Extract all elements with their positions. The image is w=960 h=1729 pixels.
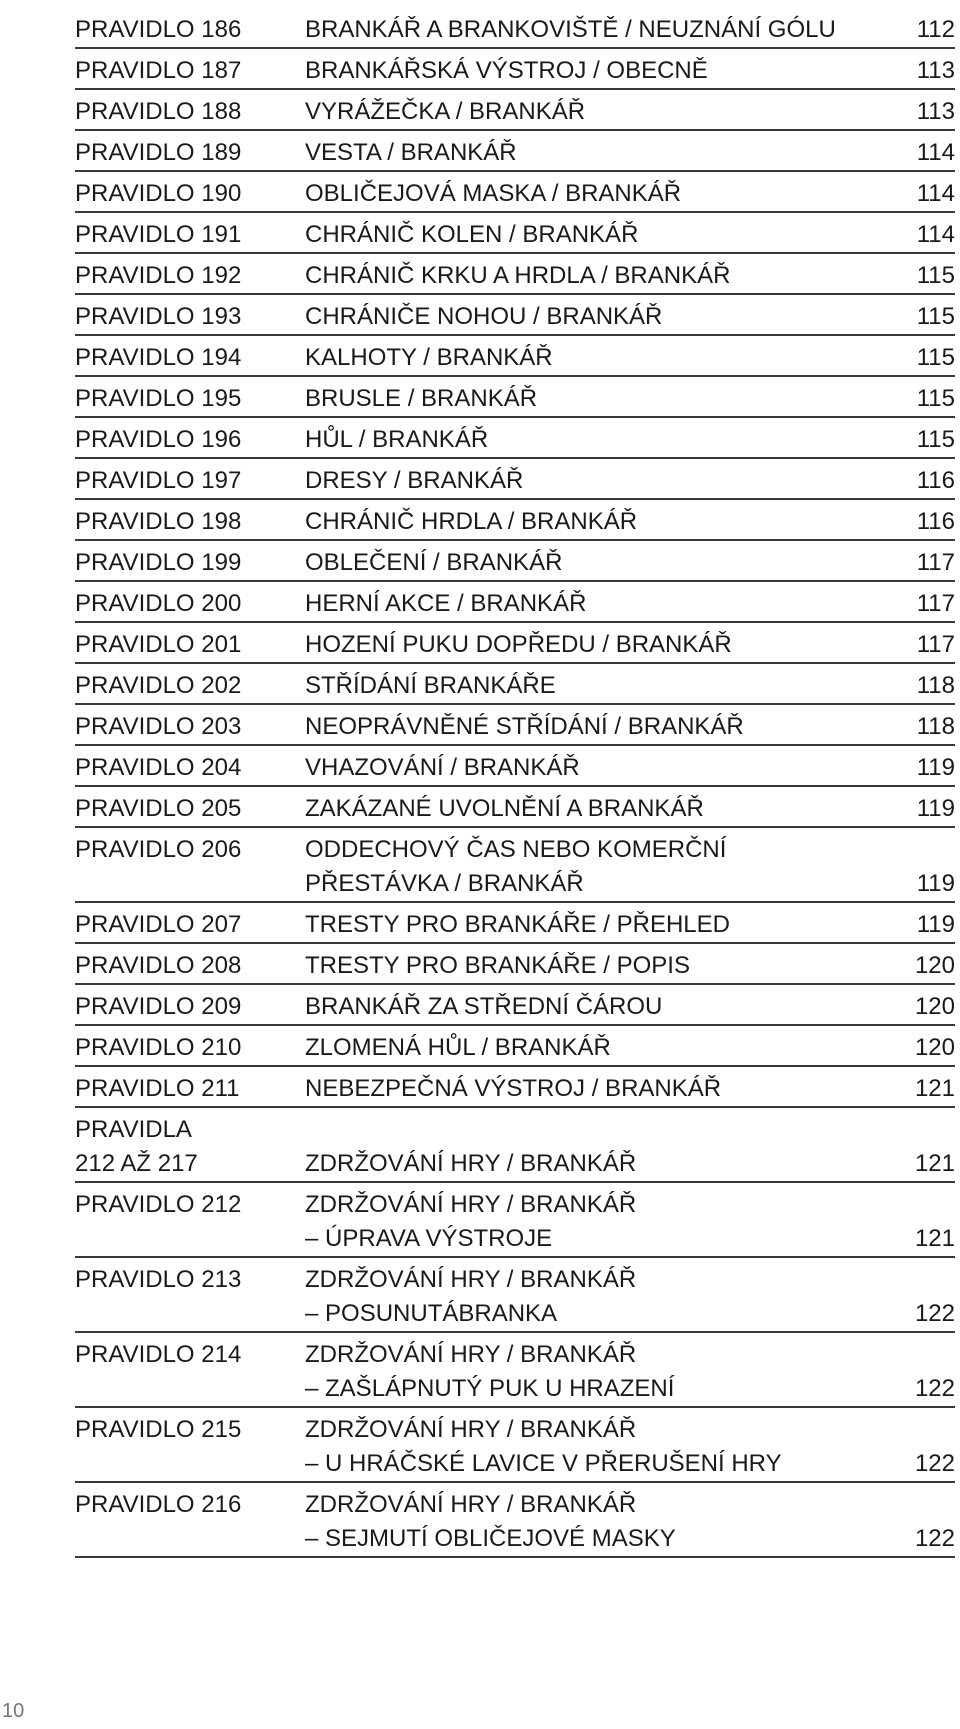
toc-rule-number (75, 1413, 305, 1447)
toc-title-line: ZDRŽOVÁNÍ HRY / BRANKÁŘ (305, 1191, 637, 1218)
toc-row (75, 1333, 955, 1408)
toc-rule-number (75, 54, 305, 88)
toc-page-number: 119 (916, 870, 955, 897)
toc-title-line: VESTA / BRANKÁŘ (305, 139, 517, 166)
toc-title-line: ZAKÁZANÉ UVOLNĚNÍ A BRANKÁŘ (305, 795, 704, 822)
toc-title-line: BRANKÁŘ A BRANKOVIŠTĚ / NEUZNÁNÍ GÓLU (305, 16, 836, 43)
toc-page-number: 115 (916, 303, 955, 330)
toc-row (75, 213, 955, 254)
toc-page-number: 118 (916, 713, 955, 740)
toc-row (75, 1483, 955, 1558)
toc-page-number: 121 (914, 1150, 955, 1177)
toc-page-number: 122 (914, 1375, 955, 1402)
toc-page-number: 121 (914, 1075, 955, 1102)
toc-row (75, 49, 955, 90)
toc-title (305, 710, 895, 744)
toc-rule-line: PRAVIDLO 201 (75, 631, 242, 658)
toc-rule-line: 212 AŽ 217 (75, 1150, 198, 1177)
toc-row (75, 500, 955, 541)
toc-title (305, 1413, 895, 1481)
toc-row (75, 418, 955, 459)
toc-row (75, 944, 955, 985)
toc-rule-number (75, 990, 305, 1024)
toc-title (305, 792, 895, 826)
toc-rule-number (75, 1188, 305, 1222)
page-number: 10 (2, 1700, 25, 1722)
toc-title (305, 587, 895, 621)
toc-rule-line: PRAVIDLO 212 (75, 1191, 242, 1218)
toc-page-number: 122 (914, 1300, 955, 1327)
toc-rule-line: PRAVIDLO 205 (75, 795, 242, 822)
toc-page-number: 119 (916, 795, 955, 822)
toc-title (305, 751, 895, 785)
toc-rule-line: PRAVIDLO 207 (75, 911, 242, 938)
toc-row (75, 131, 955, 172)
toc-rule-number (75, 423, 305, 457)
toc-title (305, 259, 895, 293)
toc-page-number: 117 (916, 549, 955, 576)
toc-rule-line: PRAVIDLO 189 (75, 139, 242, 166)
toc-page-number: 121 (914, 1225, 955, 1252)
toc-page-number: 117 (916, 631, 955, 658)
toc-rule-line: PRAVIDLO 188 (75, 98, 242, 125)
toc-page-number: 114 (916, 139, 955, 166)
toc-title-line: – ÚPRAVA VÝSTROJE (305, 1225, 553, 1252)
toc-title (305, 908, 895, 942)
toc-rule-line: PRAVIDLO 202 (75, 672, 242, 699)
toc-rule-number (75, 587, 305, 621)
toc-title-line: BRANKÁŘ ZA STŘEDNÍ ČÁROU (305, 993, 663, 1020)
toc-title (305, 669, 895, 703)
toc-row (75, 985, 955, 1026)
toc-rule-number (75, 341, 305, 375)
toc-rule-number (75, 833, 305, 867)
toc-rule-number (75, 1263, 305, 1297)
toc-page-number: 122 (914, 1525, 955, 1552)
toc-title-line: CHRÁNIČ KRKU A HRDLA / BRANKÁŘ (305, 262, 731, 289)
toc-title (305, 546, 895, 580)
toc-rule-number (75, 259, 305, 293)
toc-rule-number (75, 177, 305, 211)
toc-page-number: 113 (916, 98, 955, 125)
toc-page-number: 114 (916, 221, 955, 248)
toc-page-number: 120 (914, 952, 955, 979)
toc-title (305, 1072, 895, 1106)
toc-row (75, 1258, 955, 1333)
toc-rule-line: PRAVIDLO 211 (75, 1075, 240, 1102)
toc-page-number: 120 (914, 1034, 955, 1061)
toc-row (75, 1026, 955, 1067)
toc-rule-line: PRAVIDLO 191 (75, 221, 242, 248)
toc-rule-number (75, 218, 305, 252)
toc-title-line: STŘÍDÁNÍ BRANKÁŘE (305, 672, 556, 699)
toc-title-line: BRUSLE / BRANKÁŘ (305, 385, 538, 412)
toc-title-line: PŘESTÁVKA / BRANKÁŘ (305, 870, 584, 897)
toc-rule-number (75, 792, 305, 826)
toc-title (305, 54, 895, 88)
toc-page-number: 120 (914, 993, 955, 1020)
toc-rule-number (75, 1338, 305, 1372)
toc-page-number: 119 (916, 754, 955, 781)
toc-rule-number (75, 710, 305, 744)
toc-rule-number (75, 751, 305, 785)
toc-rule-number (75, 505, 305, 539)
toc-rule-line: PRAVIDLO 190 (75, 180, 242, 207)
toc-title-line: OBLIČEJOVÁ MASKA / BRANKÁŘ (305, 180, 682, 207)
toc-rule-number (75, 1113, 305, 1181)
toc-title-line: ZDRŽOVÁNÍ HRY / BRANKÁŘ (305, 1266, 637, 1293)
toc-page-number: 115 (916, 385, 955, 412)
toc-rule-line: PRAVIDLO 206 (75, 836, 242, 863)
toc-row (75, 746, 955, 787)
toc-title-line: – ZAŠLÁPNUTÝ PUK U HRAZENÍ (305, 1375, 675, 1402)
toc-rule-line: PRAVIDLO 208 (75, 952, 242, 979)
toc-title-line: TRESTY PRO BRANKÁŘE / PŘEHLED (305, 911, 730, 938)
toc-rule-line: PRAVIDLO 213 (75, 1266, 242, 1293)
toc-title-line: ZDRŽOVÁNÍ HRY / BRANKÁŘ (305, 1491, 637, 1518)
toc-title-line: NEOPRÁVNĚNÉ STŘÍDÁNÍ / BRANKÁŘ (305, 713, 744, 740)
toc-rule-number (75, 1031, 305, 1065)
toc-title (305, 464, 895, 498)
toc-title-line: CHRÁNIČ HRDLA / BRANKÁŘ (305, 508, 638, 535)
toc-rule-number (75, 464, 305, 498)
toc-rule-line: PRAVIDLO 199 (75, 549, 242, 576)
toc-title-line: TRESTY PRO BRANKÁŘE / POPIS (305, 952, 690, 979)
toc-title-line: ZDRŽOVÁNÍ HRY / BRANKÁŘ (305, 1150, 637, 1177)
toc-rule-line: PRAVIDLO 216 (75, 1491, 242, 1518)
toc-rule-line: PRAVIDLO 215 (75, 1416, 242, 1443)
toc-rule-number (75, 546, 305, 580)
toc-title (305, 1338, 895, 1406)
toc-row (75, 705, 955, 746)
toc-rule-number (75, 95, 305, 129)
toc-title (305, 177, 895, 211)
toc-row (75, 459, 955, 500)
toc-title-line: ZDRŽOVÁNÍ HRY / BRANKÁŘ (305, 1341, 637, 1368)
toc-rule-line: PRAVIDLO 209 (75, 993, 242, 1020)
toc-rule-number (75, 1072, 305, 1106)
toc-title (305, 1188, 895, 1256)
toc-row (75, 295, 955, 336)
toc-row (75, 172, 955, 213)
toc-title-line: ODDECHOVÝ ČAS NEBO KOMERČNÍ (305, 836, 727, 863)
toc-title (305, 990, 895, 1024)
toc-title-line: HERNÍ AKCE / BRANKÁŘ (305, 590, 587, 617)
toc-row (75, 623, 955, 664)
toc-row (75, 1067, 955, 1108)
toc-title-line: – POSUNUTÁBRANKA (305, 1300, 558, 1327)
toc-row (75, 582, 955, 623)
toc-title-line: VHAZOVÁNÍ / BRANKÁŘ (305, 754, 580, 781)
toc-title (305, 949, 895, 983)
toc-rule-line: PRAVIDLO 193 (75, 303, 242, 330)
toc-rule-number (75, 628, 305, 662)
toc-title (305, 628, 895, 662)
toc-title (305, 1488, 895, 1556)
toc-row (75, 254, 955, 295)
toc-title-line: BRANKÁŘSKÁ VÝSTROJ / OBECNĚ (305, 57, 708, 84)
toc-page-number: 115 (916, 344, 955, 371)
toc-title (305, 1147, 895, 1181)
toc-row (75, 541, 955, 582)
toc-title-line: HOZENÍ PUKU DOPŘEDU / BRANKÁŘ (305, 631, 732, 658)
toc-page-number: 115 (916, 262, 955, 289)
toc-title (305, 1263, 895, 1331)
toc-rule-line: PRAVIDLO 204 (75, 754, 242, 781)
toc-page-number: 114 (916, 180, 955, 207)
toc-title-line: ZLOMENÁ HŮL / BRANKÁŘ (305, 1034, 611, 1061)
toc-rule-line: PRAVIDLO 214 (75, 1341, 242, 1368)
toc-page-number: 112 (916, 16, 955, 43)
toc-rule-number (75, 908, 305, 942)
toc-rule-line: PRAVIDLO 192 (75, 262, 242, 289)
toc-rule-number (75, 136, 305, 170)
toc-row (75, 828, 955, 903)
toc-rule-line: PRAVIDLO 196 (75, 426, 242, 453)
toc-rule-line: PRAVIDLO 200 (75, 590, 242, 617)
toc-title (305, 423, 895, 457)
toc-title-line: ZDRŽOVÁNÍ HRY / BRANKÁŘ (305, 1416, 637, 1443)
toc-page-number: 122 (914, 1450, 955, 1477)
toc-title-line: CHRÁNIČE NOHOU / BRANKÁŘ (305, 303, 663, 330)
toc-page-number: 118 (916, 672, 955, 699)
toc-title (305, 382, 895, 416)
toc-rule-line: PRAVIDLO 197 (75, 467, 242, 494)
toc-rule-number (75, 382, 305, 416)
toc-rule-line: PRAVIDLO 194 (75, 344, 242, 371)
toc-title (305, 300, 895, 334)
toc-rule-line: PRAVIDLO 198 (75, 508, 242, 535)
toc-title (305, 1031, 895, 1065)
toc-rule-line: PRAVIDLO 187 (75, 57, 242, 84)
toc-rule-number (75, 13, 305, 47)
toc-row (75, 90, 955, 131)
toc-title-line: HŮL / BRANKÁŘ (305, 426, 489, 453)
toc-title (305, 13, 895, 47)
toc-rule-number (75, 949, 305, 983)
toc-row (75, 336, 955, 377)
toc-row (75, 1183, 955, 1258)
toc-title-line: – SEJMUTÍ OBLIČEJOVÉ MASKY (305, 1525, 676, 1552)
toc-rule-line: PRAVIDLO 186 (75, 16, 242, 43)
toc-page-number: 116 (916, 508, 955, 535)
toc-row (75, 1108, 955, 1183)
toc-rule-number (75, 669, 305, 703)
toc-row (75, 8, 955, 49)
toc-page-number: 116 (916, 467, 955, 494)
toc-rule-line: PRAVIDLO 203 (75, 713, 242, 740)
toc-rule-number (75, 300, 305, 334)
toc-title-line: DRESY / BRANKÁŘ (305, 467, 524, 494)
toc-row (75, 664, 955, 705)
toc-title-line: VYRÁŽEČKA / BRANKÁŘ (305, 98, 586, 125)
toc-title (305, 341, 895, 375)
toc-title-line: – U HRÁČSKÉ LAVICE V PŘERUŠENÍ HRY (305, 1450, 782, 1477)
toc-title (305, 136, 895, 170)
toc-row (75, 787, 955, 828)
toc-title-line: KALHOTY / BRANKÁŘ (305, 344, 553, 371)
toc-rule-number (75, 1488, 305, 1522)
toc-title (305, 218, 895, 252)
table-of-contents (75, 8, 955, 1558)
toc-page-number: 115 (916, 426, 955, 453)
toc-title-line: OBLEČENÍ / BRANKÁŘ (305, 549, 563, 576)
toc-title (305, 95, 895, 129)
toc-page-number: 119 (916, 911, 955, 938)
toc-title-line: NEBEZPEČNÁ VÝSTROJ / BRANKÁŘ (305, 1075, 722, 1102)
toc-rule-line: PRAVIDLO 210 (75, 1034, 242, 1061)
toc-title (305, 833, 895, 901)
toc-page-number: 117 (916, 590, 955, 617)
toc-row (75, 903, 955, 944)
toc-rule-line: PRAVIDLO 195 (75, 385, 242, 412)
toc-title-line: CHRÁNIČ KOLEN / BRANKÁŘ (305, 221, 639, 248)
toc-page-number: 113 (916, 57, 955, 84)
toc-row (75, 1408, 955, 1483)
toc-rule-line: PRAVIDLA (75, 1116, 192, 1143)
toc-title (305, 505, 895, 539)
toc-row (75, 377, 955, 418)
